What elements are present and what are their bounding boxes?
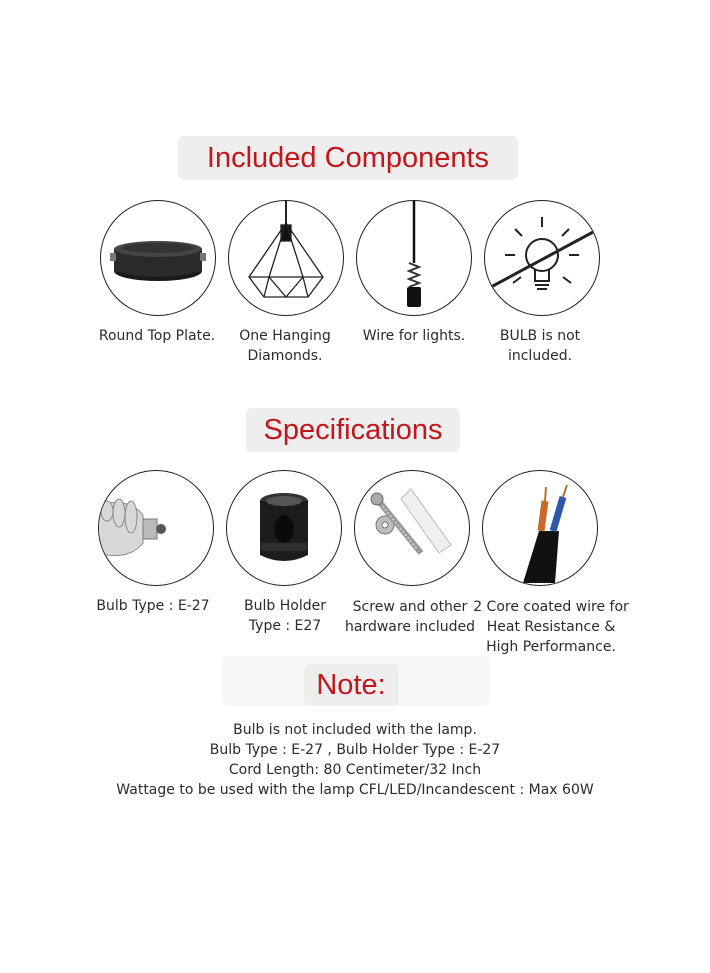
hanging-diamonds-label: One Hanging Diamonds. bbox=[239, 328, 331, 364]
round-top-plate-label: Round Top Plate. bbox=[98, 328, 216, 344]
note-title: Note: bbox=[304, 664, 398, 706]
bulb-crossed-icon bbox=[484, 200, 600, 316]
note-line: Bulb Type : E-27 , Bulb Holder Type : E-27 bbox=[209, 742, 501, 758]
diamond-cage-icon bbox=[228, 200, 344, 316]
bulb-holder-type-label: Bulb Holder Type : E27 bbox=[244, 598, 326, 634]
note-line: Bulb is not included with the lamp. bbox=[233, 722, 477, 738]
wire-label: Wire for lights. bbox=[362, 328, 466, 344]
screw-hardware-label: Screw and other hardware included bbox=[345, 599, 475, 635]
included-components-title: Included Components bbox=[178, 136, 518, 180]
round-top-plate-icon bbox=[100, 200, 216, 316]
screw-hardware-icon bbox=[354, 470, 470, 586]
bulb-holder-icon bbox=[226, 470, 342, 586]
pendant-wire-icon bbox=[356, 200, 472, 316]
bulb-type-label: Bulb Type : E-27 bbox=[96, 598, 210, 614]
bulb-not-included-label: BULB is not included. bbox=[499, 328, 581, 364]
e27-base-icon bbox=[98, 470, 214, 586]
two-core-wire-icon bbox=[482, 470, 598, 586]
note-line: Cord Length: 80 Centimeter/32 Inch bbox=[228, 762, 482, 778]
note-text bbox=[0, 720, 710, 800]
note-line: Wattage to be used with the lamp CFL/LED/Incandescent : Max 60W bbox=[116, 782, 594, 798]
two-core-wire-label: 2 Core coated wire for Heat Resistance & High Performance. bbox=[473, 599, 629, 655]
specifications-title: Specifications bbox=[246, 408, 460, 452]
